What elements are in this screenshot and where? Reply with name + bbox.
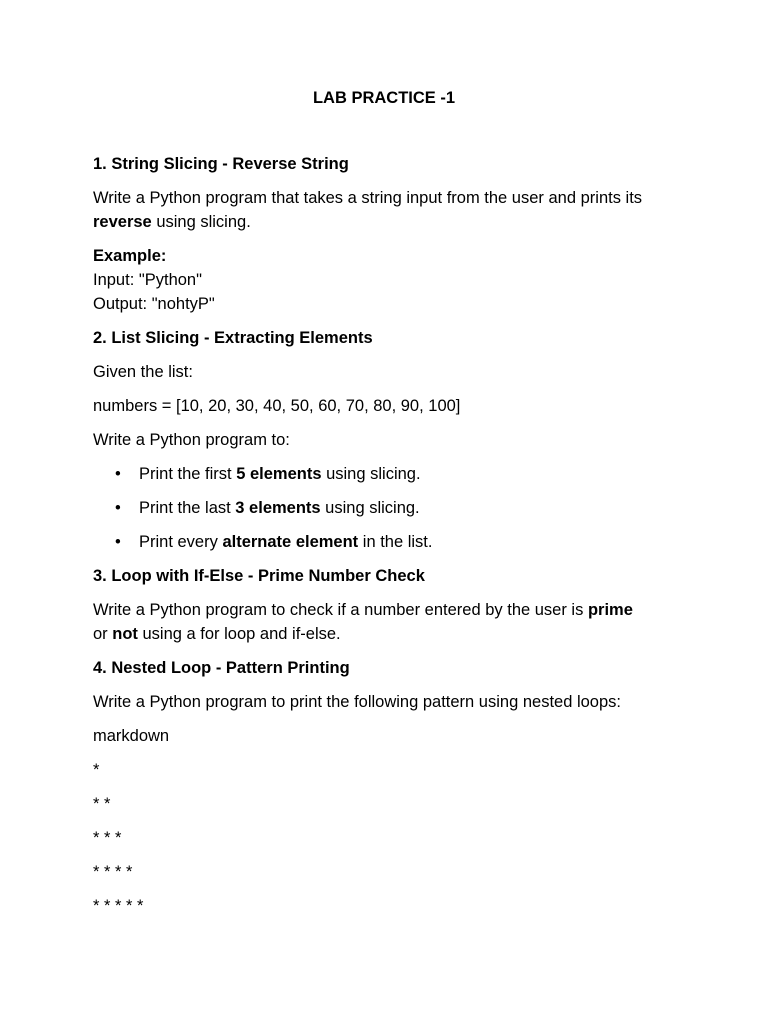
document-content — [93, 86, 683, 928]
document-title: LAB PRACTICE -1 — [312, 89, 456, 107]
section-1-text: Write a Python program that takes a string input from the user and prints its — [93, 189, 643, 207]
list-item-bold: alternate element — [222, 533, 359, 551]
pattern-line-2: * * — [93, 795, 111, 813]
code-language-label: markdown — [93, 727, 170, 745]
list-item-bold: 3 elements — [235, 499, 321, 517]
bullet: • — [115, 533, 121, 551]
list-item-text-end: in the list. — [358, 533, 433, 551]
section-2-numbers: numbers = [10, 20, 30, 40, 50, 60, 70, 80, 90, 100] — [93, 397, 461, 415]
bullet: • — [115, 465, 121, 483]
section-1-bold: reverse — [93, 213, 152, 231]
section-3-text-2: or — [93, 625, 113, 643]
example-input: Input: "Python" — [93, 271, 202, 289]
section-3-bold-not: not — [112, 625, 138, 643]
section-3-text: Write a Python program to check if a number entered by the user is — [93, 601, 588, 619]
section-3-heading: 3. Loop with If-Else - Prime Number Check — [93, 567, 425, 585]
section-1-example — [93, 244, 683, 316]
list-item-text: Print the first — [139, 465, 237, 483]
section-2-list — [93, 462, 683, 554]
pattern-line-3: * * * — [93, 829, 122, 847]
list-item — [115, 530, 683, 554]
section-1-paragraph — [93, 186, 683, 234]
bullet: • — [115, 499, 121, 517]
pattern-line-1: * — [93, 761, 100, 779]
list-item-text: Print every — [139, 533, 223, 551]
section-1-heading: 1. String Slicing - Reverse String — [93, 155, 349, 173]
list-item-bold: 5 elements — [236, 465, 322, 483]
example-output: Output: "nohtyP" — [93, 295, 215, 313]
section-2-heading: 2. List Slicing - Extracting Elements — [93, 329, 373, 347]
section-4-heading: 4. Nested Loop - Pattern Printing — [93, 659, 350, 677]
list-item — [115, 462, 683, 486]
list-item — [115, 496, 683, 520]
section-4-intro: Write a Python program to print the following pattern using nested loops: — [93, 693, 621, 711]
section-3-paragraph — [93, 598, 683, 646]
list-item-text-end: using slicing. — [321, 465, 421, 483]
list-item-text: Print the last — [139, 499, 236, 517]
section-2-given: Given the list: — [93, 363, 193, 381]
section-2-intro: Write a Python program to: — [93, 431, 290, 449]
example-label: Example: — [93, 247, 167, 265]
section-3-text-end: using a for loop and if-else. — [137, 625, 341, 643]
section-3-bold-prime: prime — [587, 601, 633, 619]
pattern-line-5: * * * * * — [93, 897, 144, 915]
section-1-text-end: using slicing. — [151, 213, 251, 231]
pattern-line-4: * * * * — [93, 863, 133, 881]
list-item-text-end: using slicing. — [320, 499, 420, 517]
